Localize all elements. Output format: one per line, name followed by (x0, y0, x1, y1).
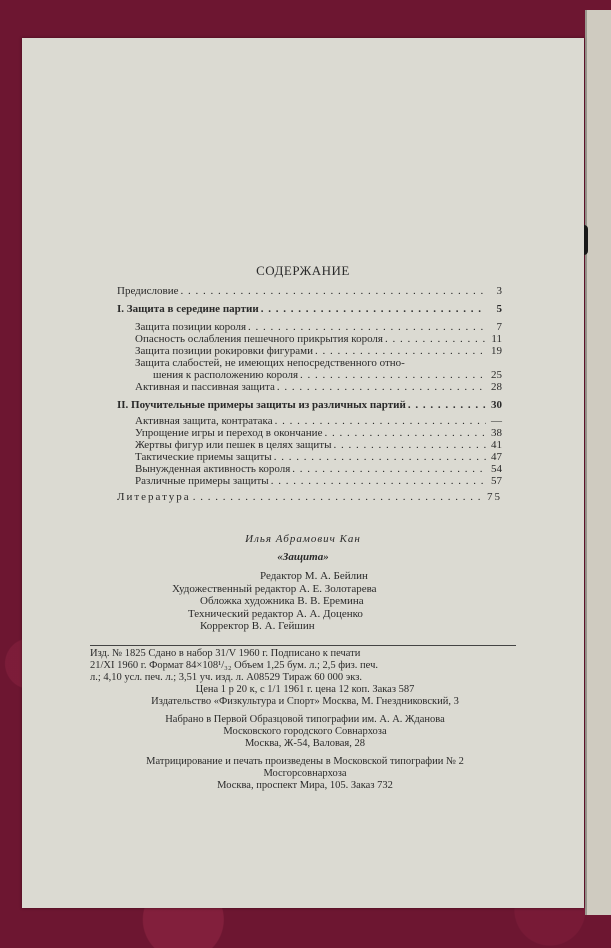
toc-entry: Тактические приемы защиты . . . 47 (117, 451, 502, 463)
book-title: «Защита» (277, 551, 329, 563)
imprint-line: л.; 4,10 усл. печ. л.; 3,51 уч. изд. л. А08529 Тираж 60 000 экз. (90, 672, 362, 683)
toc-entry: Защита позиции рокировки фигурами . . . 19 (117, 345, 502, 357)
imprint-line: Москва, Ж-54, Валовая, 28 (244, 738, 366, 749)
credit-line: Обложка художника В. В. Еремина (200, 595, 364, 607)
imprint-line: Москва, проспект Мира, 105. Заказ 732 (217, 780, 393, 791)
author-name: Илья Абрамович Кан (245, 533, 361, 545)
book-page (22, 38, 584, 908)
divider-rule (90, 645, 516, 646)
toc-entry: Вынужденная активность короля . . . 54 (117, 463, 502, 475)
toc-entry: Литература . . . 75 (117, 491, 502, 503)
toc-heading: СОДЕРЖАНИЕ (256, 263, 350, 278)
toc-entry: Активная и пассивная защита . . . 28 (117, 381, 502, 393)
toc-entry: Активная защита, контратака . . . — (117, 415, 502, 427)
imprint-line: Матрицирование и печать произведены в Московской типографии № 2 (146, 756, 464, 767)
credit-line: Художественный редактор А. Е. Золотарева (172, 582, 377, 595)
next-page-edge (585, 10, 611, 915)
credit-line: Корректор В. А. Гейшин (200, 620, 315, 632)
credit-line: Редактор М. А. Бейлин (260, 570, 368, 582)
toc-chapter: II. Поучительные примеры защиты из различных партий . . . 30 (117, 399, 502, 411)
imprint-line: Издательство «Физкультура и Спорт» Москва, М. Гнездниковский, 3 (151, 696, 459, 707)
credit-line: Технический редактор А. А. Доценко (188, 607, 363, 620)
imprint-line: 21/XI 1960 г. Формат 84×108¹/₃₂ Объем 1,25 бум. л.; 2,5 физ. печ. (90, 660, 378, 671)
toc-entry: Жертвы фигур или пешек в целях защиты . . . 41 (117, 439, 502, 451)
toc-entry: шения к расположению короля . . . 25 (117, 369, 502, 381)
credits (172, 570, 492, 633)
toc-entry: Защита слабостей, не имеющих непосредственного отно- (135, 357, 405, 369)
imprint-line: Цена 1 р 20 к, с 1/1 1961 г. цена 12 коп. Заказ 587 (195, 684, 415, 695)
imprint-line: Московского городского Совнархоза (223, 726, 387, 737)
imprint-line: Мосгорсовнархоза (263, 768, 347, 779)
page-content (22, 38, 584, 908)
toc-entry: Упрощение игры и переход в окончание . . . 38 (117, 427, 502, 439)
toc-entry: Предисловие . . . 3 (117, 285, 502, 297)
table-of-contents (117, 285, 502, 503)
toc-entry: Опасность ослабления пешечного прикрытия короля . . . 11 (117, 333, 502, 345)
toc-chapter: I. Защита в середине партии . . . 5 (117, 303, 502, 315)
toc-entry: Различные примеры защиты . . . 57 (117, 475, 502, 487)
imprint (90, 648, 520, 792)
imprint-line: Набрано в Первой Образцовой типографии им. А. А. Жданова (165, 714, 445, 725)
toc-entry: Защита позиции короля . . . 7 (117, 321, 502, 333)
imprint-line: Изд. № 1825 Сдано в набор 31/V 1960 г. Подписано к печати (90, 648, 361, 659)
